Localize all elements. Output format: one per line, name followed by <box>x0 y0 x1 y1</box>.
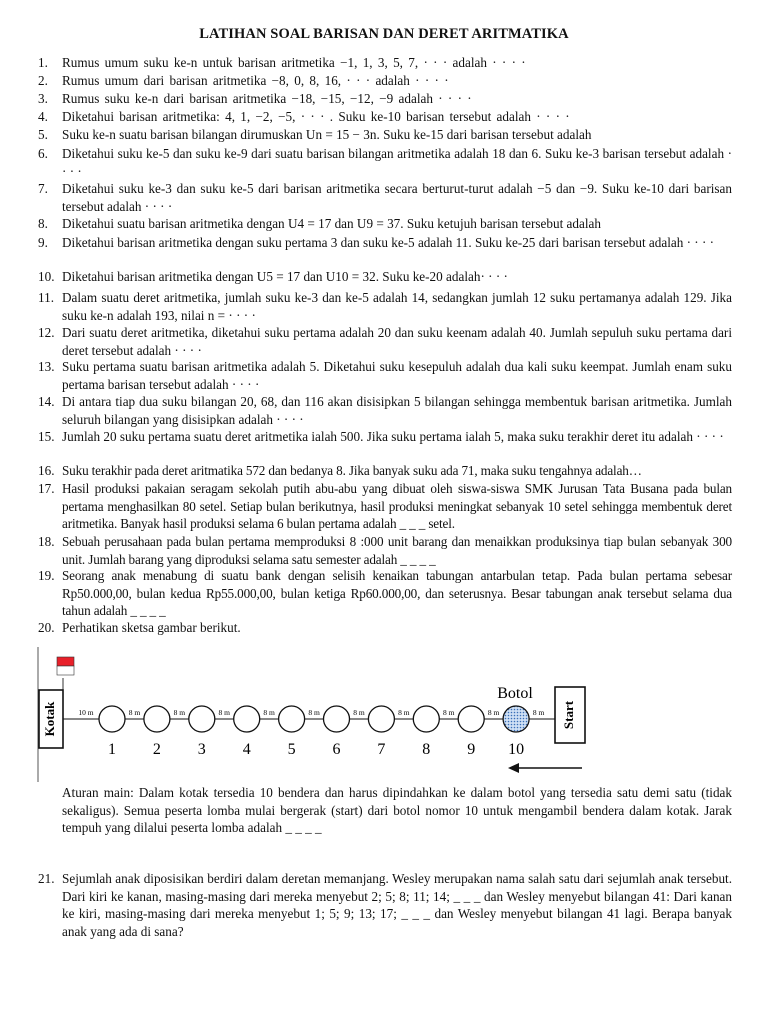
bottle-number: 7 <box>377 741 386 758</box>
question-20 <box>38 619 732 637</box>
question-11 <box>38 289 732 324</box>
direction-arrow-head <box>508 763 519 773</box>
question-text: Dalam suatu deret aritmetika, jumlah suku ke-3 dan ke-5 adalah 14, sedangkan jumlah 12 suku pertamanya adalah 129. Jika suku ke-n adalah 193, nilai n = · · · · <box>62 290 732 323</box>
bottle-number: 6 <box>332 741 341 758</box>
start-label: Start <box>561 700 576 730</box>
question-number: 14. <box>38 394 55 409</box>
question-text: Suku ke-n suatu barisan bilangan dirumuskan Un = 15 − 3n. Suku ke-15 dari barisan tersebut adalah <box>62 127 592 142</box>
question-text: Diketahui suatu barisan aritmetika dengan U4 = 17 dan U9 = 37. Suku ketujuh barisan tersebut adalah <box>62 216 601 231</box>
question-text: Seorang anak menabung di suatu bank dengan selisih kenaikan tabungan antarbulan tetap. Pada bulan pertama sebesar Rp50.000,00, bulan kedua Rp55.000,00, bulan ketiga Rp60.000,00, dan seterusnya. Besar tabungan anak tersebut selama dua tahun adalah _ _ _ _ <box>62 568 732 619</box>
question-text: Dari suatu deret aritmetika, diketahui suku pertama adalah 20 dan suku keenam adalah 40. Jumlah sepuluh suku pertama dari deret tersebut adalah · · · · <box>62 325 732 358</box>
question-text: Sejumlah anak diposisikan berdiri dalam deretan memanjang. Wesley merupakan nama salah satu dari sejumlah anak tersebut. Dari kiri ke kanan, masing-masing dari mereka menyebut 2; 5; 8; 11; 14; _ _ _ dan Wesley menyebut bilangan 41: Dari kanan ke kiri, masing-masing dari mereka menyebut 1; 5; 9; 13; 17; _ _ _ dan Wesley menyebut bilangan 41 lagi. Berapa banyak anak yang ada di sana? <box>62 871 732 939</box>
bottle-number: 10 <box>508 741 525 758</box>
question-text: Di antara tiap dua suku bilangan 20, 68, dan 116 akan disisipkan 5 bilangan sehingga membentuk barisan aritmetika. Jumlah seluruh bilangan yang disisipkan adalah · · · · <box>62 394 732 427</box>
question-number: 8. <box>38 216 48 231</box>
bottle-circle <box>144 706 170 732</box>
question-text: Diketahui suku ke-5 dan suku ke-9 dari suatu barisan bilangan aritmetika adalah 18 dan 6. Suku ke-3 barisan tersebut adalah · · · · <box>62 146 732 179</box>
question-text: Suku pertama suatu barisan aritmetika adalah 5. Diketahui suku kesepuluh adalah dua kali suku keempat. Jumlah enam suku pertama barisan tersebut adalah · · · · <box>62 359 732 392</box>
question-text: Hasil produksi pakaian seragam sekolah putih abu-abu yang dibuat oleh siswa-siswa SMK Jurusan Tata Busana pada bulan pertama menghasilkan 80 setel. Setiap bulan berikutnya, hasil produksi meningkat sebanyak 10 setel sehingga membentuk deret aritmetika. Banyak hasil produksi selama 6 bulan pertama adalah _ _ _ setel. <box>62 481 732 532</box>
question-text: Jumlah 20 suku pertama suatu deret aritmetika ialah 500. Jika suku pertama ialah 5, maka suku terakhir deret itu adalah · · · · <box>62 429 724 444</box>
question-number: 2. <box>38 73 48 88</box>
race-sketch-figure <box>30 642 590 792</box>
distance-label: 8 m <box>128 708 141 717</box>
bottle-circle <box>279 706 305 732</box>
distance-label: 8 m <box>173 708 186 717</box>
bottle-number: 1 <box>108 741 116 758</box>
question-19 <box>38 567 732 620</box>
bottle-10-target <box>503 706 529 732</box>
distance-label: 8 m <box>353 708 365 717</box>
kotak-label: Kotak <box>42 701 57 737</box>
question-text: Diketahui barisan aritmetika: 4, 1, −2, −5, · · · . Suku ke-10 barisan tersebut adalah · · · · <box>62 109 570 124</box>
question-number: 4. <box>38 109 48 124</box>
distance-label: 8 m <box>398 708 410 717</box>
botol-label: Botol <box>497 685 533 702</box>
flag-white-stripe <box>57 666 74 675</box>
question-8 <box>38 215 732 233</box>
distance-label-first: 10 m <box>78 708 94 717</box>
question-text: Sebuah perusahaan pada bulan pertama memproduksi 8 :000 unit barang dan menaikkan produksinya tiap bulan sebanyak 300 unit. Jumlah barang yang diproduksi selama satu semester adalah _ _ _ _ <box>62 534 732 567</box>
question-text: Perhatikan sketsa gambar berikut. <box>62 620 241 635</box>
question-number: 3. <box>38 91 48 106</box>
question-number: 21. <box>38 871 55 886</box>
question-number: 5. <box>38 127 48 142</box>
question-13 <box>38 358 732 393</box>
distance-label: 8 m <box>308 708 320 717</box>
bottle-number: 3 <box>197 741 206 758</box>
question-number: 6. <box>38 146 48 161</box>
question-12 <box>38 324 732 359</box>
page-title: LATIHAN SOAL BARISAN DAN DERET ARITMATIKA <box>199 26 569 42</box>
race-sketch-svg <box>30 642 590 792</box>
bottle-number: 8 <box>422 741 431 758</box>
question-6 <box>38 145 732 180</box>
question-number: 1. <box>38 55 48 70</box>
question-number: 9. <box>38 235 48 250</box>
question-16 <box>38 462 732 480</box>
question-number: 19. <box>38 568 55 583</box>
bottle-circle <box>413 706 439 732</box>
bottle-circle <box>458 706 484 732</box>
distance-label: 8 m <box>532 708 545 717</box>
question-5 <box>38 126 732 144</box>
question-21 <box>38 870 732 940</box>
question-2 <box>38 72 732 90</box>
question-text: Diketahui suku ke-3 dan suku ke-5 dari barisan aritmetika secara berturut-turut adalah −5 dan −9. Suku ke-10 dari barisan tersebut adalah · · · · <box>62 181 732 214</box>
question-3 <box>38 90 732 108</box>
question-text: Diketahui barisan aritmetika dengan suku pertama 3 dan suku ke-5 adalah 11. Suku ke-25 dari barisan tersebut adalah · · · · <box>62 235 715 250</box>
question-number: 15. <box>38 429 55 444</box>
question-text: Rumus umum dari barisan aritmetika −8, 0, 8, 16, · · · adalah · · · · <box>62 73 449 88</box>
question-text: Diketahui barisan aritmetika dengan U5 = 17 dan U10 = 32. Suku ke-20 adalah· · · · <box>62 269 508 284</box>
question-7 <box>38 180 732 215</box>
distance-label: 8 m <box>218 708 230 717</box>
flag-red-stripe <box>57 657 74 666</box>
question-text: Rumus umum suku ke-n untuk barisan aritmetika −1, 1, 3, 5, 7, · · · adalah · · · · <box>62 55 526 70</box>
bottle-circle <box>368 706 394 732</box>
question-number: 10. <box>38 269 55 284</box>
bottle-number: 4 <box>242 741 251 758</box>
question-number: 18. <box>38 534 55 549</box>
question-9 <box>38 234 732 252</box>
question-4 <box>38 108 732 126</box>
question-10 <box>38 268 732 286</box>
bottle-circle <box>234 706 260 732</box>
question-14 <box>38 393 732 428</box>
question-number: 11. <box>38 290 54 305</box>
question-18 <box>38 533 732 568</box>
bottle-circle <box>99 706 125 732</box>
bottle-number: 2 <box>152 741 161 758</box>
question-text: Rumus suku ke-n dari barisan aritmetika −18, −15, −12, −9 adalah · · · · <box>62 91 472 106</box>
question-number: 7. <box>38 181 48 196</box>
question-15 <box>38 428 732 446</box>
question-17 <box>38 480 732 533</box>
distance-label: 8 m <box>443 708 455 717</box>
bottle-circle <box>324 706 350 732</box>
question-1 <box>38 54 732 72</box>
bottle-number: 5 <box>287 741 296 758</box>
question-number: 20. <box>38 620 55 635</box>
question-number: 16. <box>38 463 55 478</box>
question-number: 13. <box>38 359 55 374</box>
question-text: Suku terakhir pada deret aritmatika 572 dan bedanya 8. Jika banyak suku ada 71, maka suku tengahnya adalah… <box>62 463 642 478</box>
bottle-circle <box>189 706 215 732</box>
question-number: 12. <box>38 325 55 340</box>
game-rules-text: Aturan main: Dalam kotak tersedia 10 bendera dan harus dipindahkan ke dalam botol yang tersedia satu demi satu (tidak sekaligus). Semua peserta lomba mulai bergerak (start) dari botol nomor 10 untuk mengambil bendera dalam kotak. Jarak tempuh yang dilalui peserta lomba adalah _ _ _ _ <box>62 785 732 836</box>
question-number: 17. <box>38 481 55 496</box>
bottle-number: 9 <box>467 741 476 758</box>
distance-label: 8 m <box>487 708 500 717</box>
distance-label: 8 m <box>263 708 275 717</box>
